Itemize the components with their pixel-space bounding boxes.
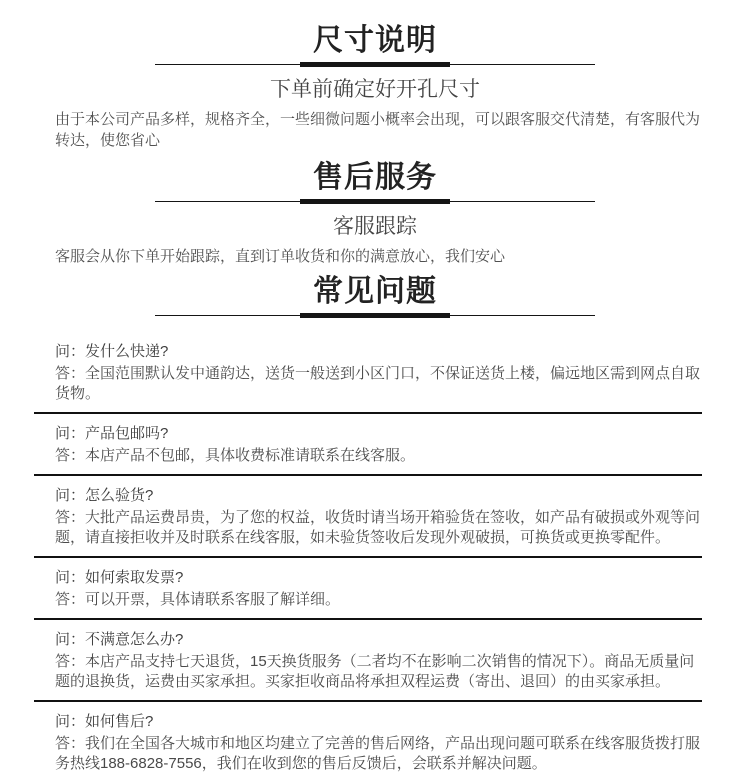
section-subtitle-size: 下单前确定好开孔尺寸 xyxy=(270,78,480,101)
faq-item xyxy=(0,620,750,700)
title-underline-thick xyxy=(300,62,450,67)
section-size-notes xyxy=(0,26,750,101)
title-underline-thick xyxy=(300,199,450,204)
faq-question: 问：怎么验货? xyxy=(55,487,154,504)
faq-answer: 答：本店产品支持七天退货，15天换货服务（二者均不在影响二次销售的情况下）。商品无质量问题的退换货，运费由买家承担。买家拒收商品将承担双程运费（寄出、退回）的由买家承担。 xyxy=(55,653,695,690)
section-title-size: 尺寸说明 xyxy=(313,24,437,57)
faq-answer: 答：大批产品运费昂贵，为了您的权益，收货时请当场开箱验货在签收，如产品有破损或外观等问题，请直接拒收并及时联系在线客服，如未验货签收后发现外观破损，可换货或更换零配件。 xyxy=(55,509,701,546)
section-title-faq: 常见问题 xyxy=(313,275,437,308)
faq-question: 问：如何售后? xyxy=(55,713,154,730)
faq-answer: 答：本店产品不包邮，具体收费标准请联系在线客服。 xyxy=(55,447,416,464)
section-title-aftersale: 售后服务 xyxy=(313,161,437,194)
section-subtitle-aftersale: 客服跟踪 xyxy=(333,215,417,238)
title-underline xyxy=(155,62,595,67)
section-faq xyxy=(0,277,750,318)
faq-question: 问：如何索取发票? xyxy=(55,569,184,586)
faq-answer: 答：我们在全国各大城市和地区均建立了完善的售后网络，产品出现问题可联系在线客服货拨打服务热线188-6828-7556，我们在收到您的售后反馈后，会联系并解决问题。 xyxy=(55,735,701,772)
faq-item xyxy=(0,414,750,474)
faq-item xyxy=(0,332,750,412)
title-underline xyxy=(155,199,595,204)
faq-item xyxy=(0,476,750,556)
faq-answer: 答：可以开票，具体请联系客服了解详细。 xyxy=(55,591,341,608)
section-body-aftersale: 客服会从你下单开始跟踪，直到订单收货和你的满意放心，我们安心 xyxy=(55,248,506,265)
faq-item xyxy=(0,558,750,618)
section-aftersale xyxy=(0,163,750,238)
faq-item xyxy=(0,702,750,782)
title-underline xyxy=(155,313,595,318)
section-body-size: 由于本公司产品多样，规格齐全，一些细微问题小概率会出现，可以跟客服交代清楚，有客服代为转达，使您省心 xyxy=(55,111,701,149)
faq-list xyxy=(0,332,750,782)
faq-question: 问：产品包邮吗? xyxy=(55,425,169,442)
title-underline-thick xyxy=(300,313,450,318)
faq-answer: 答：全国范围默认发中通韵达，送货一般送到小区门口，不保证送货上楼，偏远地区需到网点自取货物。 xyxy=(55,365,701,402)
faq-question: 问：发什么快递? xyxy=(55,343,169,360)
faq-question: 问：不满意怎么办? xyxy=(55,631,184,648)
